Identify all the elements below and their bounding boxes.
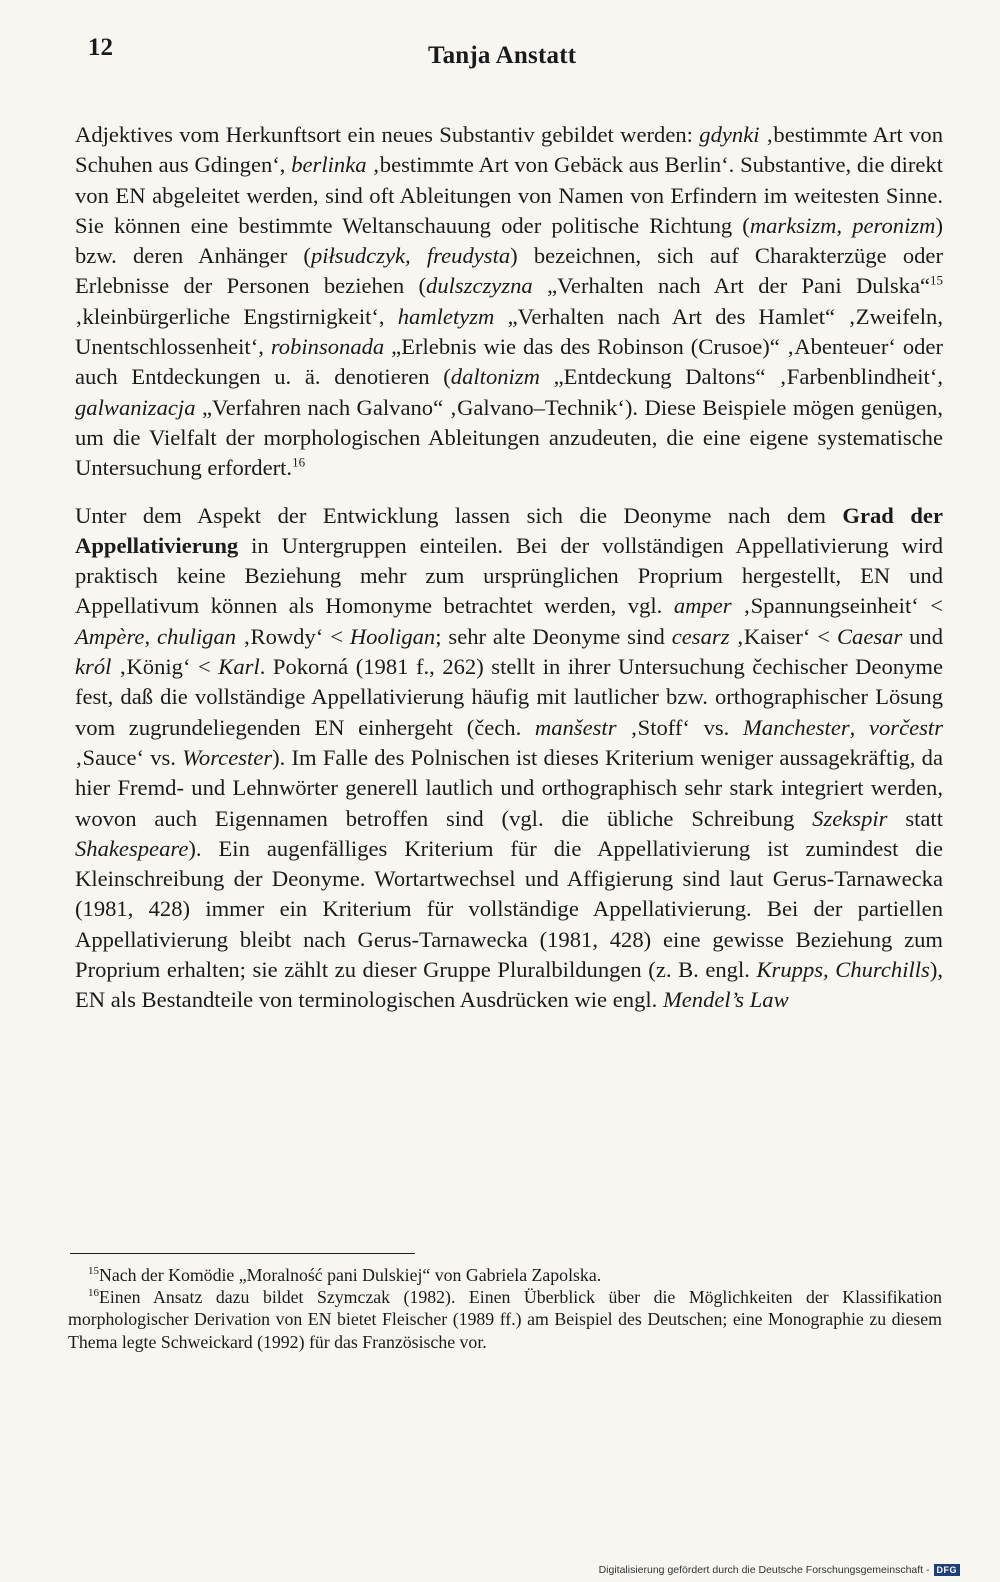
running-head: Tanja Anstatt xyxy=(428,42,577,69)
footnote-text: Einen Ansatz dazu bildet Szymczak (1982). Einen Überblick über die Möglichkeiten der Klassifikation morphologischer Derivation von EN bietet Fleischer (1989 ff.) am Beispiel des Deutschen; eine Monographie zu diesem Thema legte Schweickard (1992) für das Französische vor. xyxy=(68,1287,942,1352)
footnote-ref: 15 xyxy=(930,272,943,288)
footnote xyxy=(68,1286,942,1353)
text-run: , xyxy=(849,714,869,740)
text-run: ‚Rowdy‘ < xyxy=(236,623,350,649)
italic-term: gdynki xyxy=(699,122,760,147)
italic-term: Szekspir xyxy=(812,805,888,831)
footnote-number: 15 xyxy=(88,1265,99,1278)
page-header xyxy=(88,34,950,74)
text-run: ‚kleinbürgerliche Engstirnigkeit‘, xyxy=(75,303,398,329)
italic-term: Hooligan xyxy=(349,623,436,649)
footnote xyxy=(68,1264,942,1286)
italic-term: król xyxy=(75,654,112,680)
text-run: Unter dem Aspekt der Entwicklung lassen sich die Deonyme nach dem xyxy=(75,502,843,528)
paragraph xyxy=(75,501,943,1016)
footnote-number: 16 xyxy=(88,1287,99,1300)
text-run: und xyxy=(902,623,944,649)
text-run: ‚bestimmte Art von Schuhen aus Gdingen‘, xyxy=(75,122,943,178)
footnote-rule xyxy=(70,1253,415,1254)
footnote-text: Nach der Komödie „Moralność pani Dulskiej“ von Gabriela Zapolska. xyxy=(99,1265,602,1285)
text-run: ‚König‘ < xyxy=(111,654,219,680)
footnotes xyxy=(68,1264,942,1353)
italic-term: galwanizacja xyxy=(75,394,196,420)
text-run: , xyxy=(144,623,157,649)
text-run: ‚Sauce‘ vs. xyxy=(75,744,183,770)
italic-term: piłsudczyk, freudysta xyxy=(310,243,511,269)
text-run: ‚bestimmte Art von Gebäck aus Berlin‘. Substantive, die direkt von EN abgeleitet werden, sind oft Ableitungen von Namen von Erfindern im weitesten Sinne. Sie können eine bestimmte Weltanschauung oder politische Richtung ( xyxy=(75,152,943,238)
text-run: „Entdeckung Daltons“ ‚Farbenblindheit‘, xyxy=(539,364,943,390)
paragraph xyxy=(75,120,943,484)
italic-term: robinsonada xyxy=(270,334,385,360)
text-run: ‚Spannungseinheit‘ < xyxy=(731,593,943,619)
text-run: ). Ein augenfälliges Kriterium für die Appellativierung ist zumindest die Kleinschreibung der Deonyme. Wortartwechsel und Affigierung sind laut Gerus-Tarnawecka (1981, 428) immer ein Kriterium für vollständige Appellativierung. Bei der partiellen Appellativierung bleibt nach Gerus-Tarnawecka (1981, 428) eine gewisse Beziehung zum Proprium erhalten; sie zählt zu dieser Gruppe Pluralbildungen (z. B. engl. xyxy=(75,835,943,983)
italic-term: Ampère xyxy=(75,623,145,649)
body-text xyxy=(75,120,943,1016)
italic-term: cesarz xyxy=(671,623,730,649)
bold-term: Grad der Appellativierung xyxy=(75,502,943,558)
text-run: in Untergruppen einteilen. Bei der vollständigen Appellativierung wird praktisch keine Beziehung mehr zum ursprünglichen Proprium hergestellt, EN und Appellativum können als Homonyme betrachtet werden, vgl. xyxy=(75,532,943,619)
italic-term: chuligan xyxy=(157,623,237,649)
italic-term: daltonizm xyxy=(450,364,540,390)
footnote-ref: 16 xyxy=(292,454,306,470)
text-run: ‚Kaiser‘ < xyxy=(729,623,837,649)
text-run: ), EN als Bestandteile von terminologischen Ausdrücken wie engl. xyxy=(75,957,944,1013)
text-run: ) bezeichnen, sich auf Charakterzüge oder Erlebnisse der Personen beziehen ( xyxy=(75,243,943,299)
text-run: „Verfahren nach Galvano“ ‚Galvano–Technik‘). Diese Beispiele mögen genügen, um die Vielfalt der morphologischen Ableitungen anzudeuten, die eine eigene systematische Untersuchung erfordert. xyxy=(75,394,943,481)
text-run: „Verhalten nach Art der Pani Dulska“ xyxy=(532,273,930,299)
italic-term: Manchester xyxy=(742,714,850,740)
text-run: statt xyxy=(887,805,943,831)
digitization-credit xyxy=(599,1564,960,1576)
italic-term: marksizm, peronizm xyxy=(749,212,936,238)
text-run: ‚Stoff‘ vs. xyxy=(616,714,743,740)
italic-term: Shakespeare xyxy=(75,835,189,861)
italic-term: manšestr xyxy=(534,714,617,740)
text-run: „Verhalten nach Art des Hamlet“ ‚Zweifeln, Unentschlossenheit‘, xyxy=(75,303,943,360)
text-run: ) bzw. deren Anhänger ( xyxy=(75,212,943,269)
text-run: ; sehr alte Deonyme sind xyxy=(435,623,672,649)
italic-term: Worcester xyxy=(182,744,273,770)
italic-term: Mendel’s Law xyxy=(662,987,789,1013)
dfg-logo: DFG xyxy=(934,1564,961,1576)
credit-text: Digitalisierung gefördert durch die Deutsche Forschungsgemeinschaft - xyxy=(598,1564,930,1576)
page-number: 12 xyxy=(88,34,113,61)
italic-term: Karl xyxy=(218,654,260,680)
italic-term: berlinka xyxy=(291,152,367,178)
italic-term: vorčestr xyxy=(868,714,943,740)
text-run: . Pokorná (1981 f., 262) stellt in ihrer Untersuchung čechischer Deonyme fest, daß die vollständige Appellativierung häufig mit lautlicher bzw. orthographischer Lösung vom zugrundeliegenden EN einhergeht (čech. xyxy=(75,654,943,740)
text-run: ). Im Falle des Polnischen ist dieses Kriterium weniger aussagekräftig, da hier Fremd- und Lehnwörter generell lautlich und orthographisch sehr stark integriert werden, wovon auch Eigennamen betroffen sind (vgl. die übliche Schreibung xyxy=(75,744,944,831)
italic-term: amper xyxy=(673,593,732,619)
italic-term: Krupps, Churchills xyxy=(756,957,930,983)
text-run: „Erlebnis wie das des Robinson (Crusoe)“ ‚Abenteuer‘ oder auch Entdeckungen u. ä. denotieren ( xyxy=(75,334,943,390)
italic-term: dulszczyzna xyxy=(426,273,533,299)
italic-term: hamletyzm xyxy=(397,303,495,329)
italic-term: Caesar xyxy=(836,623,903,649)
text-run: Adjektives vom Herkunftsort ein neues Substantiv gebildet werden: xyxy=(75,122,700,147)
